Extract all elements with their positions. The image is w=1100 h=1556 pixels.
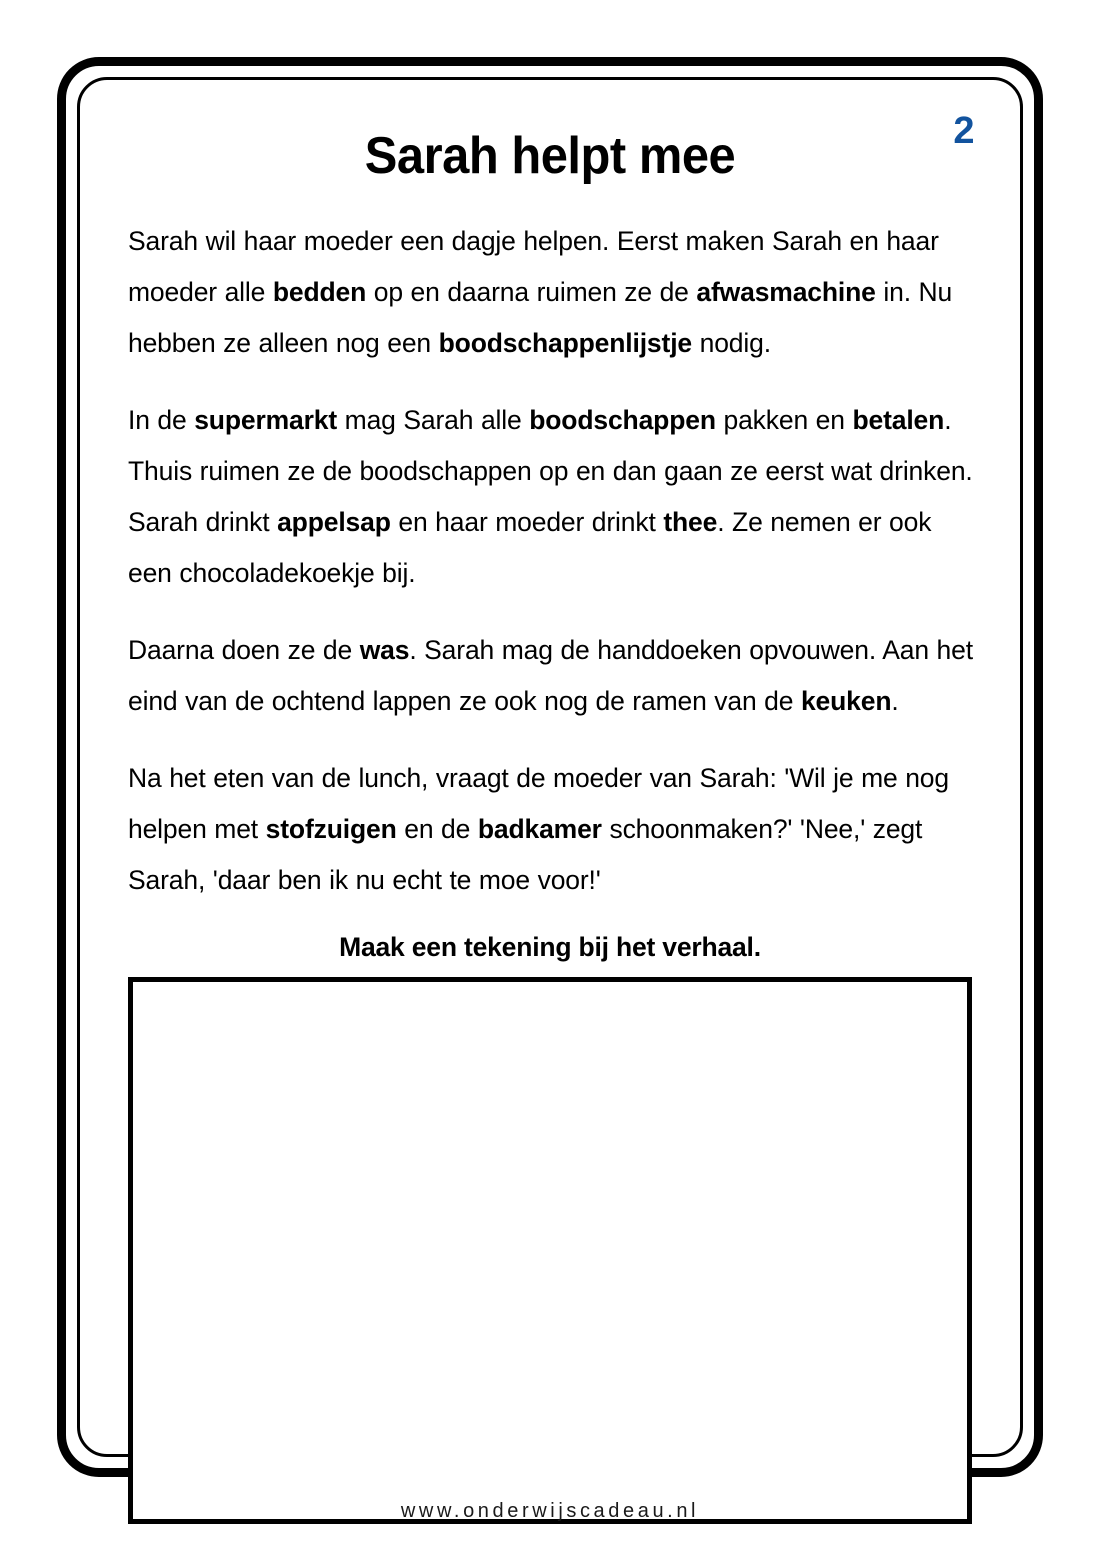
page-number: 2 [953,110,974,152]
story-text-run: . [891,686,899,716]
story-text-run: in. Nu hebben ze alleen nog een [128,277,953,358]
keyword-bold: was [359,635,410,665]
story-text [122,216,978,906]
story-text-run: Na het eten van de lunch, vraagt de moeder van Sarah: 'Wil je me nog helpen met [128,763,949,844]
keyword-bold: stofzuigen [265,814,397,844]
story-text-run: nodig. [692,328,771,358]
keyword-bold: thee [663,507,718,537]
worksheet-inner-frame [77,77,1023,1457]
keyword-bold: keuken [800,686,892,716]
keyword-bold: boodschappen [529,405,716,435]
story-text-run: en haar moeder drinkt [390,507,664,537]
keyword-bold: supermarkt [194,405,338,435]
keyword-bold: afwasmachine [696,277,876,307]
keyword-bold: betalen [852,405,945,435]
story-text-run: schoonmaken?' 'Nee,' zegt Sarah, 'daar ben ik nu echt te moe voor!' [128,814,923,895]
story-text-run: en de [396,814,478,844]
keyword-bold: boodschappenlijstje [438,328,692,358]
story-text-run: mag Sarah alle [337,405,530,435]
story-paragraph [128,753,974,906]
story-text-run: op en daarna ruimen ze de [366,277,697,307]
worksheet-content [80,80,1020,1454]
drawing-area[interactable] [128,977,972,1524]
story-text-run: . Sarah mag de handdoeken opvouwen. Aan het eind van de ochtend lappen ze ook nog de ramen van de [128,635,973,716]
keyword-bold: appelsap [277,507,391,537]
drawing-instruction: Maak een tekening bij het verhaal. [339,932,761,962]
footer-website: www.onderwijscadeau.nl [400,1500,700,1522]
story-paragraph [128,625,974,727]
story-paragraph [128,216,974,369]
story-text-run: . Ze nemen er ook een chocoladekoekje bij. [128,507,932,588]
worksheet-header [122,106,978,198]
keyword-bold: badkamer [477,814,602,844]
keyword-bold: bedden [272,277,367,307]
worksheet-outer-frame [57,57,1043,1477]
page-title: Sarah helpt mee [364,127,736,185]
story-text-run: Sarah wil haar moeder een dagje helpen. Eerst maken Sarah en haar moeder alle [128,226,939,307]
story-text-run: . Thuis ruimen ze de boodschappen op en dan gaan ze eerst wat drinken. Sarah drinkt [128,405,973,537]
story-text-run: pakken en [715,405,853,435]
story-text-run: Daarna doen ze de [128,635,360,665]
story-text-run: In de [128,405,195,435]
story-paragraph [128,395,974,599]
